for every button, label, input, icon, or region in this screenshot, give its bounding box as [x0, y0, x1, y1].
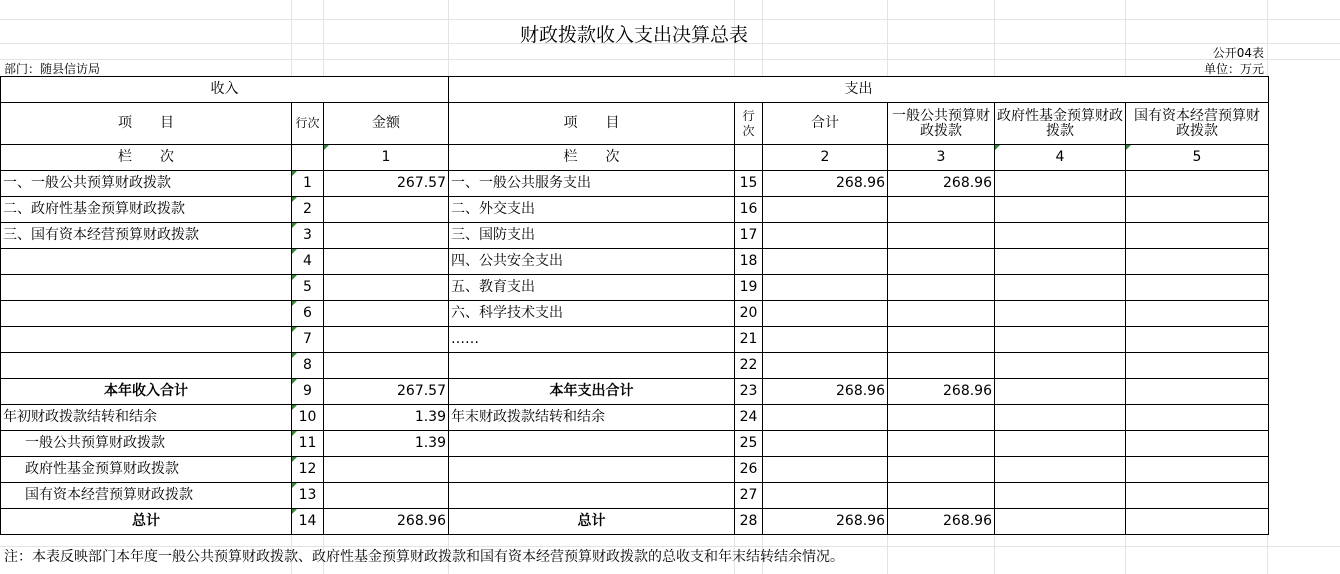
income-item-cell: 二、政府性基金预算财政拨款 — [1, 197, 292, 223]
table-row — [1, 379, 1269, 405]
expense-total-cell — [763, 431, 888, 457]
expense-line-number: 16 — [735, 197, 763, 223]
income-amount-cell — [324, 223, 449, 249]
expense-item-cell: 六、科学技术支出 — [449, 301, 735, 327]
general-budget-cell — [888, 223, 995, 249]
expense-total-cell — [763, 301, 888, 327]
expense-total-cell — [763, 405, 888, 431]
form-code: 公开04表 — [1212, 46, 1264, 60]
gov-fund-cell — [995, 327, 1126, 353]
general-budget-cell — [888, 275, 995, 301]
state-capital-cell — [1126, 431, 1269, 457]
income-amount-cell: 1.39 — [324, 431, 449, 457]
column-index-2: 2 — [763, 145, 888, 171]
state-capital-cell — [1126, 483, 1269, 509]
column-index-5: 5 — [1126, 145, 1269, 171]
expense-item-cell: 二、外交支出 — [449, 197, 735, 223]
expense-total-cell — [763, 483, 888, 509]
expense-total-cell — [763, 457, 888, 483]
gov-fund-cell — [995, 249, 1126, 275]
expense-item-cell: 五、教育支出 — [449, 275, 735, 301]
table-row — [1, 275, 1269, 301]
income-amount-cell — [324, 197, 449, 223]
general-budget-cell: 268.96 — [888, 379, 995, 405]
income-amount-cell: 267.57 — [324, 379, 449, 405]
income-item-cell: 一、一般公共预算财政拨款 — [1, 171, 292, 197]
general-budget-cell — [888, 197, 995, 223]
state-capital-cell — [1126, 353, 1269, 379]
income-line-header: 行次 — [292, 103, 324, 145]
income-line-number: 12 — [292, 457, 324, 483]
column-index-blank — [735, 145, 763, 171]
state-capital-cell — [1126, 275, 1269, 301]
expense-total-header: 合计 — [763, 103, 888, 145]
income-line-number: 8 — [292, 353, 324, 379]
expense-line-number: 25 — [735, 431, 763, 457]
department-label: 部门：随县信访局 — [4, 62, 101, 76]
footnote: 注：本表反映部门本年度一般公共预算财政拨款、政府性基金预算财政拨款和国有资本经营预算财政拨款的总收支和年末结转结余情况。 — [4, 549, 844, 565]
table-row — [1, 301, 1269, 327]
general-budget-cell — [888, 353, 995, 379]
expense-line-header: 行次 — [735, 103, 763, 145]
expense-line-number: 21 — [735, 327, 763, 353]
gov-fund-cell — [995, 301, 1126, 327]
expense-total-cell: 268.96 — [763, 379, 888, 405]
state-capital-cell — [1126, 197, 1269, 223]
expense-item-cell: 四、公共安全支出 — [449, 249, 735, 275]
general-budget-cell: 268.96 — [888, 509, 995, 535]
expense-total-cell — [763, 197, 888, 223]
gov-fund-cell — [995, 457, 1126, 483]
expense-total-cell: 268.96 — [763, 171, 888, 197]
income-amount-cell — [324, 353, 449, 379]
income-amount-cell — [324, 301, 449, 327]
income-amount-cell: 268.96 — [324, 509, 449, 535]
state-capital-header: 国有资本经营预算财政拨款 — [1126, 103, 1269, 145]
column-index-blank — [292, 145, 324, 171]
income-amount-cell — [324, 483, 449, 509]
general-budget-cell — [888, 405, 995, 431]
income-amount-header: 金额 — [324, 103, 449, 145]
state-capital-cell — [1126, 223, 1269, 249]
gov-fund-cell — [995, 405, 1126, 431]
income-line-number: 6 — [292, 301, 324, 327]
income-amount-cell — [324, 275, 449, 301]
income-item-cell: 政府性基金预算财政拨款 — [1, 457, 292, 483]
expense-line-number: 26 — [735, 457, 763, 483]
state-capital-cell — [1126, 457, 1269, 483]
income-line-number: 1 — [292, 171, 324, 197]
general-budget-cell: 268.96 — [888, 171, 995, 197]
gov-fund-cell — [995, 275, 1126, 301]
income-item-cell — [1, 327, 292, 353]
expense-line-number: 18 — [735, 249, 763, 275]
table-row — [1, 457, 1269, 483]
table-row — [1, 509, 1269, 535]
gov-fund-cell — [995, 197, 1126, 223]
expense-line-number: 23 — [735, 379, 763, 405]
table-row — [1, 197, 1269, 223]
state-capital-cell — [1126, 171, 1269, 197]
expense-line-number: 15 — [735, 171, 763, 197]
expense-item-cell — [449, 483, 735, 509]
income-line-number: 3 — [292, 223, 324, 249]
expense-total-cell — [763, 249, 888, 275]
income-header: 收入 — [1, 77, 449, 103]
expense-item-cell: 三、国防支出 — [449, 223, 735, 249]
table-row — [1, 483, 1269, 509]
expense-item-cell — [449, 457, 735, 483]
fiscal-summary-table — [0, 76, 1269, 535]
income-item-cell: 三、国有资本经营预算财政拨款 — [1, 223, 292, 249]
gov-fund-cell — [995, 379, 1126, 405]
gov-fund-cell — [995, 171, 1126, 197]
income-amount-cell: 1.39 — [324, 405, 449, 431]
expense-item-cell: 本年支出合计 — [449, 379, 735, 405]
expense-line-number: 20 — [735, 301, 763, 327]
income-item-cell — [1, 301, 292, 327]
gov-fund-cell — [995, 353, 1126, 379]
table-row — [1, 405, 1269, 431]
income-line-number: 7 — [292, 327, 324, 353]
expense-item-cell: 总计 — [449, 509, 735, 535]
table-row — [1, 327, 1269, 353]
expense-line-number: 27 — [735, 483, 763, 509]
income-item-cell — [1, 249, 292, 275]
income-line-number: 4 — [292, 249, 324, 275]
general-budget-cell — [888, 483, 995, 509]
unit-label: 单位：万元 — [1203, 62, 1264, 76]
income-line-number: 9 — [292, 379, 324, 405]
gov-fund-cell — [995, 483, 1126, 509]
state-capital-cell — [1126, 379, 1269, 405]
expense-line-number: 22 — [735, 353, 763, 379]
expense-line-number: 17 — [735, 223, 763, 249]
general-budget-header: 一般公共预算财政拨款 — [888, 103, 995, 145]
expense-item-cell: 年末财政拨款结转和结余 — [449, 405, 735, 431]
column-label-expense: 栏 次 — [449, 145, 735, 171]
column-index-4: 4 — [995, 145, 1126, 171]
income-item-cell: 总计 — [1, 509, 292, 535]
expense-header: 支出 — [449, 77, 1269, 103]
column-label-income: 栏 次 — [1, 145, 292, 171]
state-capital-cell — [1126, 509, 1269, 535]
gov-fund-cell — [995, 431, 1126, 457]
expense-line-number: 24 — [735, 405, 763, 431]
expense-line-number: 19 — [735, 275, 763, 301]
expense-item-cell — [449, 353, 735, 379]
income-line-number: 11 — [292, 431, 324, 457]
income-item-cell: 一般公共预算财政拨款 — [1, 431, 292, 457]
general-budget-cell — [888, 431, 995, 457]
expense-total-cell — [763, 327, 888, 353]
report-title: 财政拨款收入支出决算总表 — [519, 24, 748, 46]
general-budget-cell — [888, 249, 995, 275]
income-item-cell: 国有资本经营预算财政拨款 — [1, 483, 292, 509]
expense-item-header: 项 目 — [449, 103, 735, 145]
expense-total-cell — [763, 353, 888, 379]
income-item-cell: 年初财政拨款结转和结余 — [1, 405, 292, 431]
expense-total-cell — [763, 223, 888, 249]
income-amount-cell — [324, 249, 449, 275]
table-row — [1, 249, 1269, 275]
gov-fund-header: 政府性基金预算财政拨款 — [995, 103, 1126, 145]
expense-item-cell: 一、一般公共服务支出 — [449, 171, 735, 197]
income-line-number: 5 — [292, 275, 324, 301]
general-budget-cell — [888, 301, 995, 327]
expense-total-cell: 268.96 — [763, 509, 888, 535]
income-item-cell: 本年收入合计 — [1, 379, 292, 405]
expense-item-cell — [449, 431, 735, 457]
expense-line-number: 28 — [735, 509, 763, 535]
expense-total-cell — [763, 275, 888, 301]
income-amount-cell: 267.57 — [324, 171, 449, 197]
income-amount-cell — [324, 457, 449, 483]
table-row — [1, 171, 1269, 197]
gov-fund-cell — [995, 223, 1126, 249]
income-line-number: 14 — [292, 509, 324, 535]
income-item-header: 项 目 — [1, 103, 292, 145]
column-index-1: 1 — [324, 145, 449, 171]
income-amount-cell — [324, 327, 449, 353]
gov-fund-cell — [995, 509, 1126, 535]
table-row — [1, 223, 1269, 249]
income-line-number: 2 — [292, 197, 324, 223]
income-item-cell — [1, 353, 292, 379]
table-row — [1, 353, 1269, 379]
income-line-number: 10 — [292, 405, 324, 431]
state-capital-cell — [1126, 301, 1269, 327]
income-line-number: 13 — [292, 483, 324, 509]
expense-item-cell: …… — [449, 327, 735, 353]
income-item-cell — [1, 275, 292, 301]
general-budget-cell — [888, 457, 995, 483]
table-row — [1, 431, 1269, 457]
general-budget-cell — [888, 327, 995, 353]
state-capital-cell — [1126, 327, 1269, 353]
state-capital-cell — [1126, 249, 1269, 275]
state-capital-cell — [1126, 405, 1269, 431]
column-index-3: 3 — [888, 145, 995, 171]
